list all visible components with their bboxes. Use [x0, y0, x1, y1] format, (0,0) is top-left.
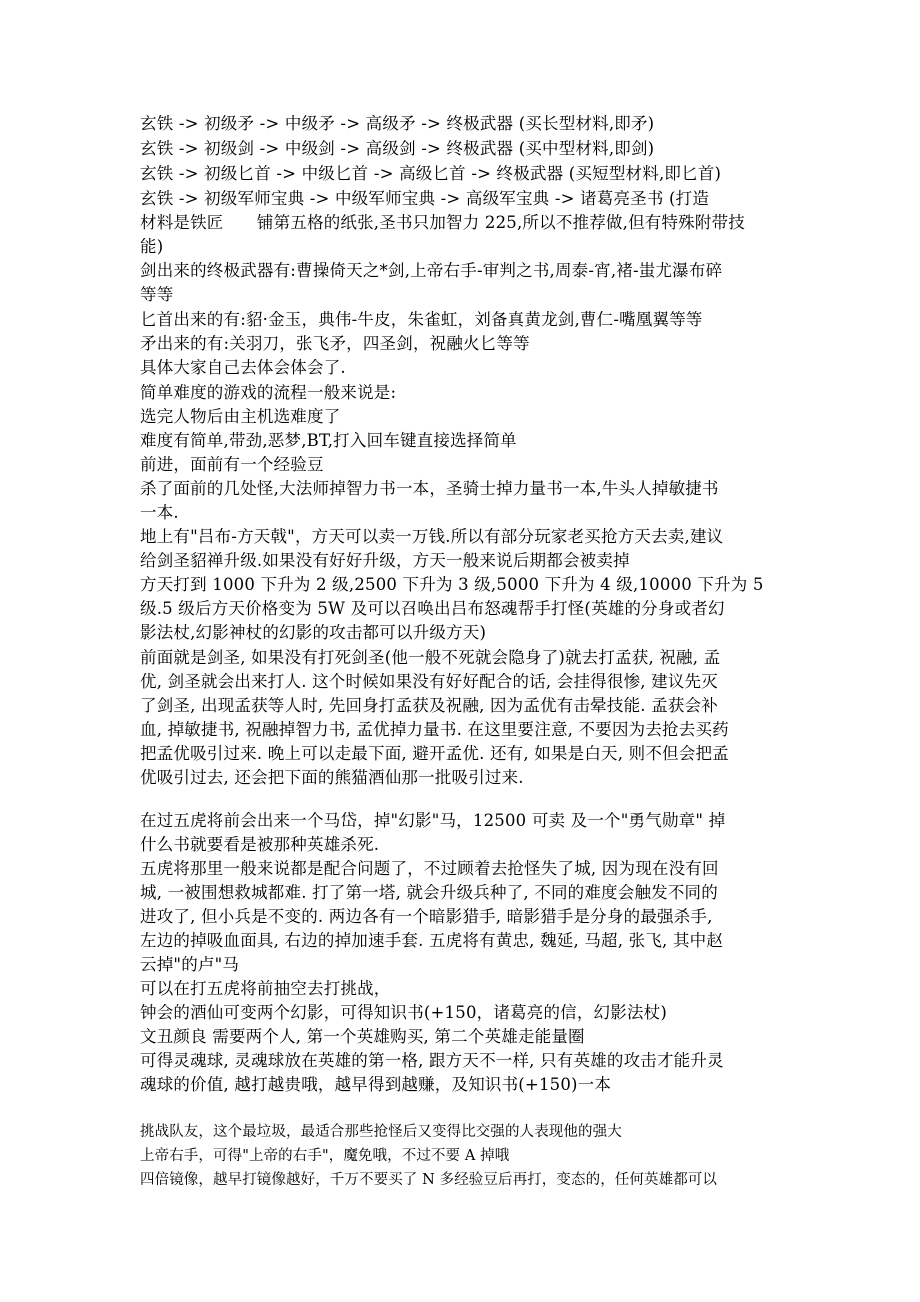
text-line: 什么书就要看是被那种英雄杀死. — [140, 835, 380, 854]
text-line: 级.5 级后方天价格变为 5W 及可以召唤出吕布怒魂帮手打怪(英雄的分身或者幻 — [140, 599, 725, 618]
text-line: 五虎将那里一般来说都是配合问题了，不过顾着去抢怪失了城, 因为现在没有回 — [140, 859, 719, 878]
text-line: 剑出来的终极武器有:曹操倚天之*剑,上帝右手-审判之书,周泰-宵,褚-蚩尤瀑布碎 — [140, 261, 723, 280]
text-line: 难度有简单,带劲,恶梦,BT,打入回车键直接选择简单 — [140, 431, 517, 450]
text-line: 选完人物后由主机选难度了 — [140, 407, 341, 426]
text-line: 魂球的价值, 越打越贵哦，越早得到越赚，及知识书(+150)一本 — [140, 1075, 612, 1094]
text-line: 在过五虎将前会出来一个马岱，掉"幻影"马，12500 可卖 及一个"勇气勋章" 掉 — [140, 811, 726, 830]
text-line: 云掉"的卢"马 — [140, 955, 240, 974]
text-line: 玄铁 -> 初级匕首 -> 中级匕首 -> 高级匕首 -> 终极武器 (买短型材料,即匕首) — [140, 164, 722, 183]
text-line: 玄铁 -> 初级剑 -> 中级剑 -> 高级剑 -> 终极武器 (买中型材料,即剑) — [140, 139, 655, 158]
text-line: 方天打到 1000 下升为 2 级,2500 下升为 3 级,5000 下升为 4 级,10000 下升为 5 — [140, 575, 764, 594]
text-line: 四倍镜像，越早打镜像越好，千万不要买了 N 多经验豆后再打，变态的，任何英雄都可以 — [140, 1172, 718, 1188]
text-line: 玄铁 -> 初级军师宝典 -> 中级军师宝典 -> 高级军宝典 -> 诸葛亮圣书 (打造 — [140, 189, 710, 208]
text-line: 血, 掉敏捷书, 祝融掉智力书, 孟优掉力量书. 在这里要注意, 不要因为去抢去买药 — [140, 720, 729, 739]
text-line: 杀了面前的几处怪,大法师掉智力书一本，圣骑士掉力量书一本,牛头人掉敏捷书 — [140, 479, 719, 498]
text-line: 能) — [140, 237, 164, 256]
text-line: 城, 一被围想救城都难. 打了第一塔, 就会升级兵种了, 不同的难度会触发不同的 — [140, 883, 718, 902]
text-line: 上帝右手，可得"上帝的右手"，魔免哦，不过不要 A 掉哦 — [140, 1148, 510, 1164]
text-line: 等等 — [140, 285, 174, 304]
text-line: 优吸引过去, 还会把下面的熊猫酒仙那一批吸引过来. — [140, 768, 524, 787]
text-line: 优, 剑圣就会出来打人. 这个时候如果没有好好配合的话, 会挂得很惨, 建议先灭 — [140, 672, 718, 691]
text-line: 进攻了, 但小兵是不变的. 两边各有一个暗影猎手, 暗影猎手是分身的最强杀手, — [140, 907, 713, 926]
text-line: 把孟优吸引过来. 晚上可以走最下面, 避开孟优. 还有, 如果是白天, 则不但会把孟 — [140, 744, 729, 763]
text-line: 简单难度的游戏的流程一般来说是: — [140, 383, 397, 402]
text-line: 可以在打五虎将前抽空去打挑战， — [140, 979, 391, 998]
text-line: 了剑圣, 出现孟获等人时, 先回身打孟获及祝融, 因为孟优有击晕技能. 孟获会补 — [140, 696, 718, 715]
text-line: 给剑圣貂禅升级.如果没有好好升级，方天一般来说后期都会被卖掉 — [140, 551, 630, 570]
text-line: 具体大家自己去体会体会了. — [140, 358, 346, 377]
text-line: 影法杖,幻影神杖的幻影的攻击都可以升级方天) — [140, 623, 487, 642]
text-line: 矛出来的有:关羽刀，张飞矛，四圣剑，祝融火匕等等 — [140, 334, 530, 353]
text-line: 材料是铁匠 铺第五格的纸张,圣书只加智力 225,所以不推荐做,但有特殊附带技 — [140, 213, 745, 232]
text-line: 前进，面前有一个经验豆 — [140, 455, 324, 474]
text-line: 地上有"吕布-方天戟"，方天可以卖一万钱.所以有部分玩家老买抢方天去卖,建议 — [140, 527, 724, 546]
text-line: 左边的掉吸血面具, 右边的掉加速手套. 五虎将有黄忠, 魏延, 马超, 张飞, 其中赵 — [140, 931, 724, 950]
text-line: 玄铁 -> 初级矛 -> 中级矛 -> 高级矛 -> 终极武器 (买长型材料,即矛) — [140, 114, 655, 133]
text-line: 钟会的酒仙可变两个幻影，可得知识书(+150，诸葛亮的信，幻影法杖) — [140, 1003, 667, 1022]
text-line: 前面就是剑圣, 如果没有打死剑圣(他一般不死就会隐身了)就去打孟获, 祝融, 孟 — [140, 648, 721, 667]
text-line: 匕首出来的有:貂·金玉，典伟-牛皮，朱雀虹，刘备真黄龙剑,曹仁-嘴凰翼等等 — [140, 310, 703, 329]
text-line: 可得灵魂球, 灵魂球放在英雄的第一格, 跟方天不一样, 只有英雄的攻击才能升灵 — [140, 1051, 724, 1070]
text-line: 挑战队友，这个最垃圾，最适合那些抢怪后又变得比交强的人表现他的强大 — [140, 1124, 622, 1140]
text-line: 一本. — [140, 503, 179, 522]
text-line: 文丑颜良 需要两个人, 第一个英雄购买, 第二个英雄走能量圈 — [140, 1027, 585, 1046]
